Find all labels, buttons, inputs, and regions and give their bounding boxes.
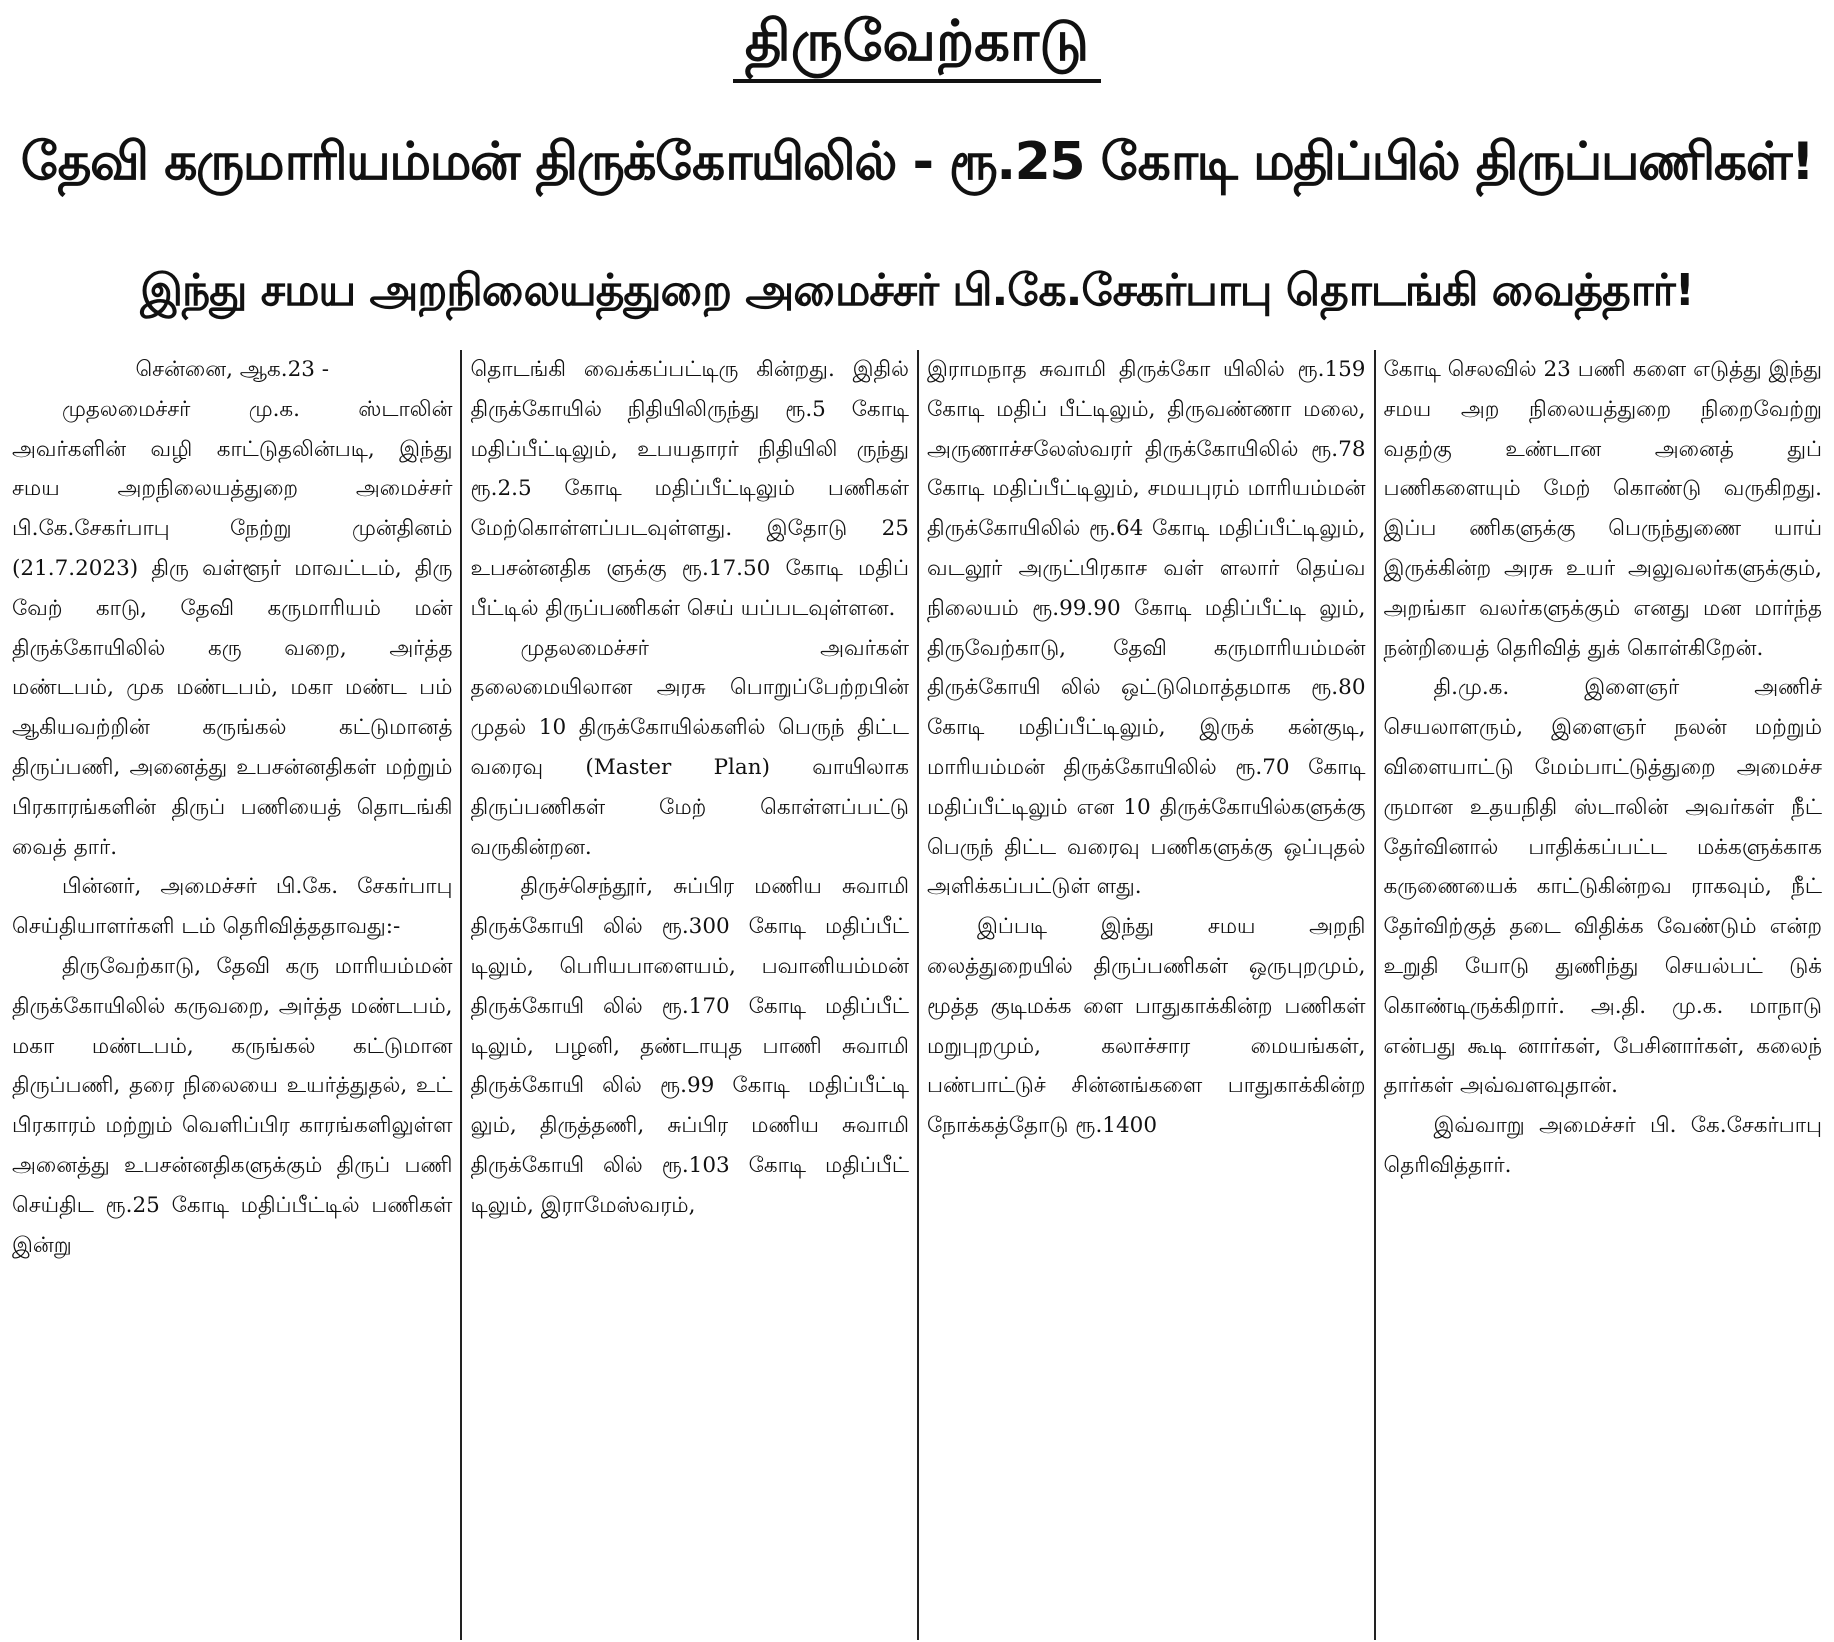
headline: தேவி கருமாரியம்மன் திருக்கோயிலில் - ரூ.25 கோடி மதிப்பில் திருப்பணிகள்! xyxy=(20,132,1814,192)
kicker xyxy=(0,0,1834,90)
paragraph: முதலமைச்சர் அவர்கள் தலைமையிலான அரசு பொறுப்பேற்றபின் முதல் 10 திருக்கோயில்களில் பெருந் திட்ட வரைவு (Master Plan) வாயிலாக திருப்பணிகள் மேற் கொள்ளப்பட்டு வருகின்றன. xyxy=(470,635,909,860)
paragraph: கோடி செலவில் 23 பணி களை எடுத்து இந்து சமய அற நிலையத்துறை நிறைவேற்று வதற்கு உண்டான அனைத் துப் பணிகளையும் மேற் கொண்டு வருகிறது. இப்ப ணிகளுக்கு பெருந்துணை யாய் இருக்கின்ற அரசு உயர் அலுவலர்களுக்கும், அறங்கா வலர்களுக்கும் எனது மன மார்ந்த நன்றியைத் தெரிவித் துக் கொள்கிறேன். xyxy=(1383,357,1823,661)
paragraph: முதலமைச்சர் மு.க. ஸ்டாலின் அவர்களின் வழி காட்டுதலின்படி, இந்து சமய அறநிலையத்துறை அமைச்சர் பி.கே.சேகர்பாபு நேற்று முன்தினம் (21.7.2023) திரு வள்ளூர் மாவட்டம், திரு வேற் காடு, தேவி கருமாரியம் மன் திருக்கோயிலில் கரு வறை, அர்த்த மண்டபம், முக மண்டபம், மகா மண்ட பம் ஆகியவற்றின் கருங்கல் கட்டுமானத் திருப்பணி, அனைத்து உபசன்னதிகள் மற்றும் பிரகாரங்களின் திருப் பணியைத் தொடங்கி வைத் தார். xyxy=(12,396,453,860)
dateline: சென்னை, ஆக.23 - xyxy=(135,357,330,382)
paragraph: இவ்வாறு அமைச்சர் பி. கே.சேகர்பாபு தெரிவித்தார். xyxy=(1383,1113,1823,1178)
paragraph: இப்படி இந்து சமய அறநி லைத்துறையில் திருப்பணிகள் ஒருபுறமும், மூத்த குடிமக்க ளை பாதுகாக்கின்ற பணிகள் மறுபுறமும், கலாச்சார மையங்கள், பண்பாட்டுச் சின்னங்களை பாதுகாக்கின்ற நோக்கத்தோடு ரூ.1400 xyxy=(926,914,1366,1139)
paragraph: பின்னர், அமைச்சர் பி.கே. சேகர்பாபு செய்தியாளர்களி டம் தெரிவித்ததாவது:- xyxy=(12,874,453,940)
article-column-1 xyxy=(4,350,460,1640)
paragraph: தி.மு.க. இளைஞர் அணிச் செயலாளரும், இளைஞர் நலன் மற்றும் விளையாட்டு மேம்பாட்டுத்துறை அமைச்ச ருமான உதயநிதி ஸ்டாலின் அவர்கள் நீட் தேர்வினால் பாதிக்கப்பட்ட மக்களுக்காக கருணையைக் காட்டுகின்றவ ராகவும், நீட் தேர்விற்குத் தடை விதிக்க வேண்டும் என்ற உறுதி யோடு துணிந்து செயல்பட் டுக் கொண்டிருக்கிறார். அ.தி. மு.க. மாநாடு என்பது கூடி னார்கள், பேசினார்கள், கலைந் தார்கள் அவ்வளவுதான். xyxy=(1383,675,1823,1099)
paragraph: இராமநாத சுவாமி திருக்கோ யிலில் ரூ.159 கோடி மதிப் பீட்டிலும், திருவண்ணா மலை, அருணாச்சலேஸ்வரர் திருக்கோயிலில் ரூ.78 கோடி மதிப்பீட்டிலும், சமயபுரம் மாரியம்மன் திருக்கோயிலில் ரூ.64 கோடி மதிப்பீட்டிலும், வடலூர் அருட்பிரகாச வள் ளலார் தெய்வ நிலையம் ரூ.99.90 கோடி மதிப்பீட்டி லும், திருவேற்காடு, தேவி கருமாரியம்மன் திருக்கோயி லில் ஒட்டுமொத்தமாக ரூ.80 கோடி மதிப்பீட்டிலும், இருக் கன்குடி, மாரியம்மன் திருக்கோயிலில் ரூ.70 கோடி மதிப்பீட்டிலும் என 10 திருக்கோயில்களுக்கு பெருந் திட்ட வரைவு பணிகளுக்கு ஒப்புதல் அளிக்கப்பட்டுள் ளது. xyxy=(926,357,1366,900)
article-column-4 xyxy=(1374,350,1831,1640)
kicker-text: திருவேற்காடு xyxy=(733,7,1101,83)
paragraph: திருச்செந்தூர், சுப்பிர மணிய சுவாமி திருக்கோயி லில் ரூ.300 கோடி மதிப்பீட் டிலும், பெரியபாளையம், பவானியம்மன் திருக்கோயி லில் ரூ.170 கோடி மதிப்பீட் டிலும், பழனி, தண்டாயுத பாணி சுவாமி திருக்கோயி லில் ரூ.99 கோடி மதிப்பீட்டி லும், திருத்தணி, சுப்பிர மணிய சுவாமி திருக்கோயி லில் ரூ.103 கோடி மதிப்பீட் டிலும், இராமேஸ்வரம், xyxy=(470,874,909,1218)
article-body xyxy=(4,350,1830,1640)
article-column-2 xyxy=(460,350,917,1640)
subheadline: இந்து சமய அறநிலையத்துறை அமைச்சர் பி.கே.சேகர்பாபு தொடங்கி வைத்தார்! xyxy=(140,265,1694,316)
article-column-3 xyxy=(917,350,1374,1640)
paragraph: திருவேற்காடு, தேவி கரு மாரியம்மன் திருக்கோயிலில் கருவறை, அர்த்த மண்டபம், மகா மண்டபம், கருங்கல் கட்டுமான திருப்பணி, தரை நிலையை உயர்த்துதல், உட் பிரகாரம் மற்றும் வெளிப்பிர காரங்களிலுள்ள அனைத்து உபசன்னதிகளுக்கும் திருப் பணி செய்திட ரூ.25 கோடி மதிப்பீட்டில் பணிகள் இன்று xyxy=(12,953,453,1258)
paragraph: தொடங்கி வைக்கப்பட்டிரு கின்றது. இதில் திருக்கோயில் நிதியிலிருந்து ரூ.5 கோடி மதிப்பீட்டிலும், உபயதாரர் நிதியிலி ருந்து ரூ.2.5 கோடி மதிப்பீட்டிலும் பணிகள் மேற்கொள்ளப்படவுள்ளது. இதோடு 25 உபசன்னதிக ளுக்கு ரூ.17.50 கோடி மதிப் பீட்டில் திருப்பணிகள் செய் யப்படவுள்ளன. xyxy=(470,357,909,621)
